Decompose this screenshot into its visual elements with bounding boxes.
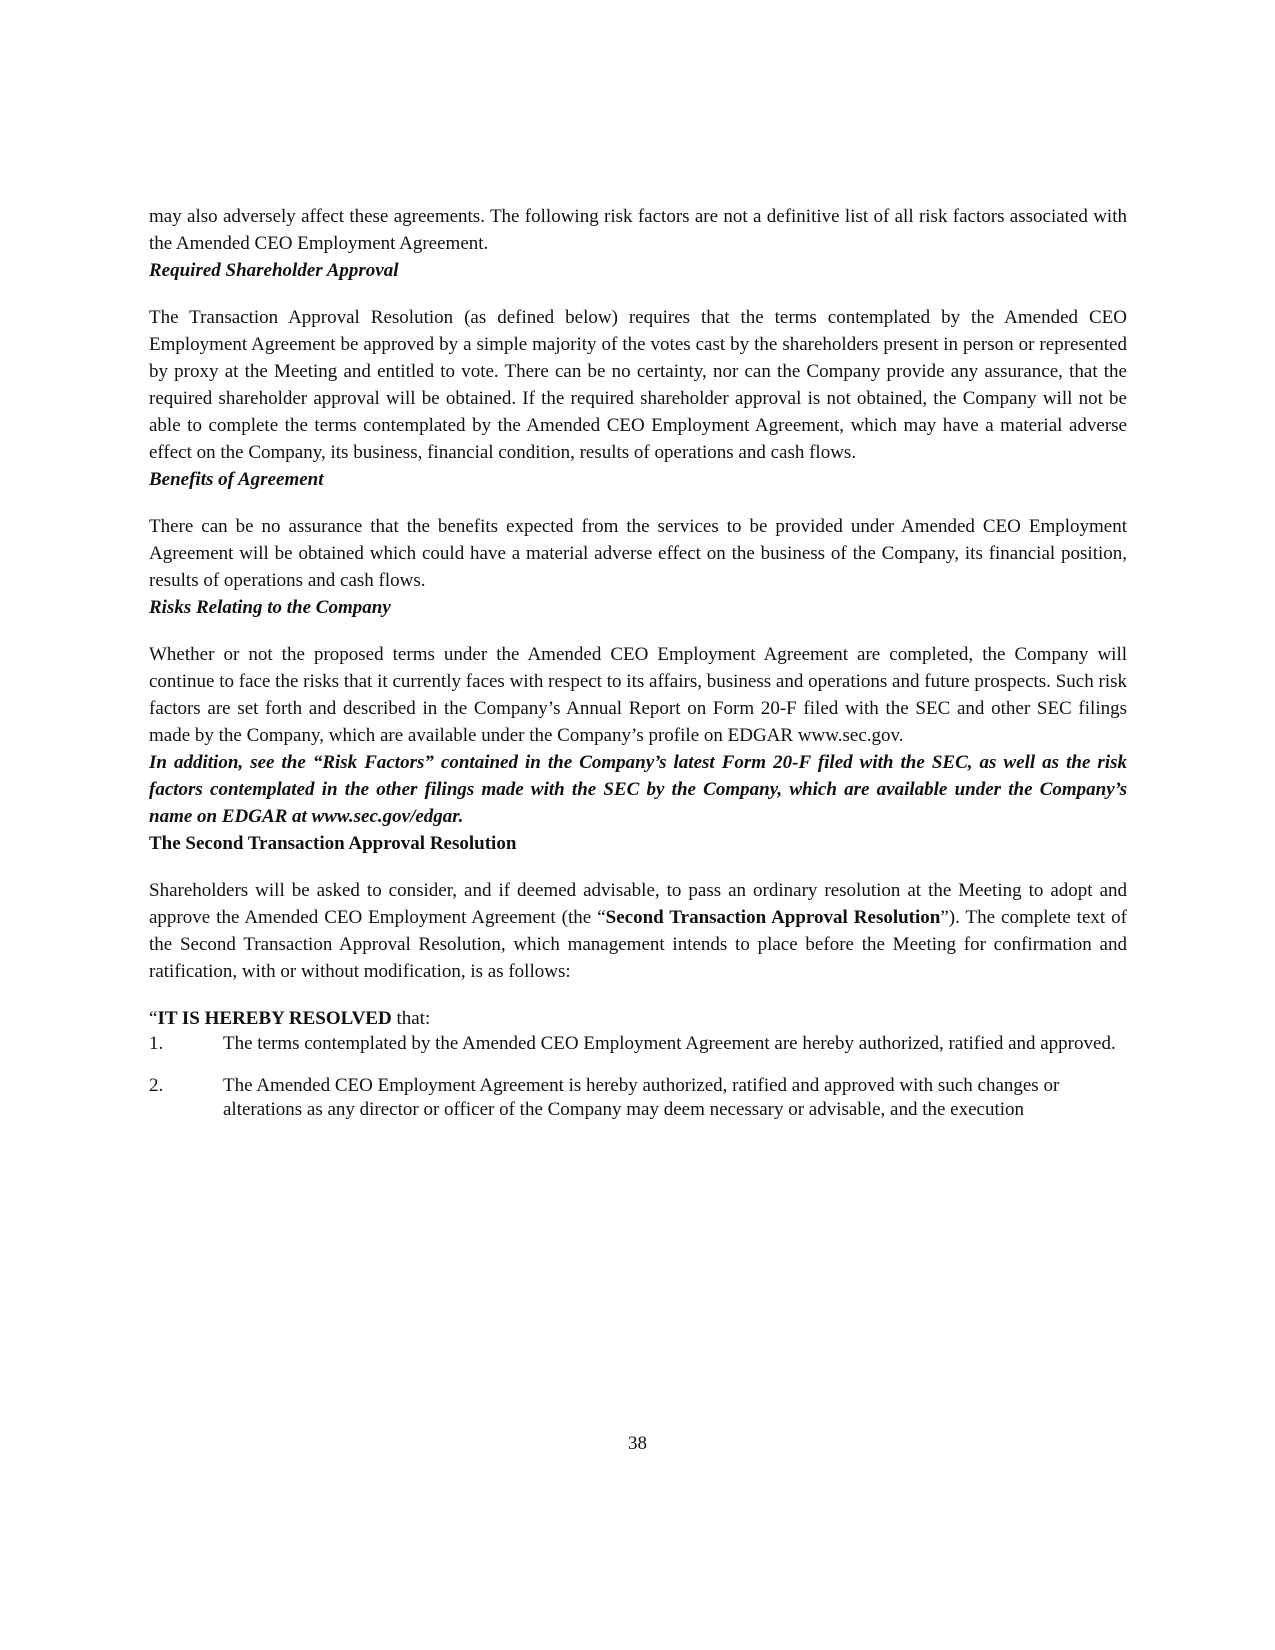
resolution-intro-paragraph — [149, 877, 1127, 985]
intro-paragraph: may also adversely affect these agreements. The following risk factors are not a definitive list of all risk factors associated with the Amended CEO Employment Agreement. — [149, 206, 1127, 254]
resolution-items-list — [149, 1032, 1127, 1122]
list-item-text: The Amended CEO Employment Agreement is hereby authorized, ratified and approved with such changes or alterations as any director or officer of the Company may deem necessary or advisable, and the execution — [223, 1075, 1060, 1120]
section-body-shareholder-approval: The Transaction Approval Resolution (as defined below) requires that the terms contemplated by the Amended CEO Employment Agreement be approved by a simple majority of the votes cast by the shareholders present in person or represented by proxy at the Meeting and entitled to vote. There can be no certainty, nor can the Company provide any assurance, that the required shareholder approval will be obtained. If the required shareholder approval is not obtained, the Company will not be able to complete the terms contemplated by the Amended CEO Employment Agreement, which may have a material adverse effect on the Company, its business, financial condition, results of operations and cash flows. — [149, 307, 1127, 463]
resolved-open-quote: “ — [149, 1008, 158, 1029]
list-item-number: 1. — [149, 1033, 164, 1054]
list-item — [149, 1032, 1127, 1056]
page-number: 38 — [628, 1433, 647, 1454]
section-heading-benefits: Benefits of Agreement — [149, 469, 324, 490]
section-body-company-risks: Whether or not the proposed terms under the Amended CEO Employment Agreement are completed, the Company will continue to face the risks that it currently faces with respect to its affairs, business and operations and future prospects. Such risk factors are set forth and described in the Company’s Annual Report on Form 20-F filed with the SEC and other SEC filings made by the Company, which are available under the Company’s profile on EDGAR www.sec.gov. — [149, 644, 1127, 746]
resolution-intro-text-1: Shareholders will be asked to consider, and if deemed advisable, to pass an ordinary resolution at the Meeting to adopt and approve the Amended CEO Employment Agreement (the “ — [149, 880, 1127, 928]
list-item-number: 2. — [149, 1075, 164, 1096]
list-item — [149, 1074, 1127, 1122]
resolved-bold-text: IT IS HEREBY RESOLVED — [157, 1008, 392, 1029]
section-heading-company-risks: Risks Relating to the Company — [149, 597, 391, 618]
resolution-heading: The Second Transaction Approval Resolution — [149, 833, 517, 854]
resolved-clause — [149, 1005, 1127, 1032]
page-content — [149, 203, 1127, 1122]
list-item-text: The terms contemplated by the Amended CEO Employment Agreement are hereby authorized, ratified and approved. — [223, 1033, 1116, 1054]
section-heading-shareholder-approval: Required Shareholder Approval — [149, 260, 399, 281]
risk-factors-callout: In addition, see the “Risk Factors” contained in the Company’s latest Form 20-F filed with the SEC, as well as the risk factors contemplated in the other filings made with the SEC by the Company, which are available under the Company’s name on EDGAR at www.sec.gov/edgar. — [149, 752, 1127, 827]
resolution-defined-term: Second Transaction Approval Resolution — [605, 907, 941, 928]
resolved-rest-text: that: — [391, 1008, 431, 1029]
section-body-benefits: There can be no assurance that the benefits expected from the services to be provided under Amended CEO Employment Agreement will be obtained which could have a material adverse effect on the business of the Company, its financial position, results of operations and cash flows. — [149, 516, 1127, 591]
resolution-intro-text-2: ”). The complete text of the Second Transaction Approval Resolution, which management intends to place before the Meeting for confirmation and ratification, with or without modification, is as follows: — [149, 907, 1127, 982]
